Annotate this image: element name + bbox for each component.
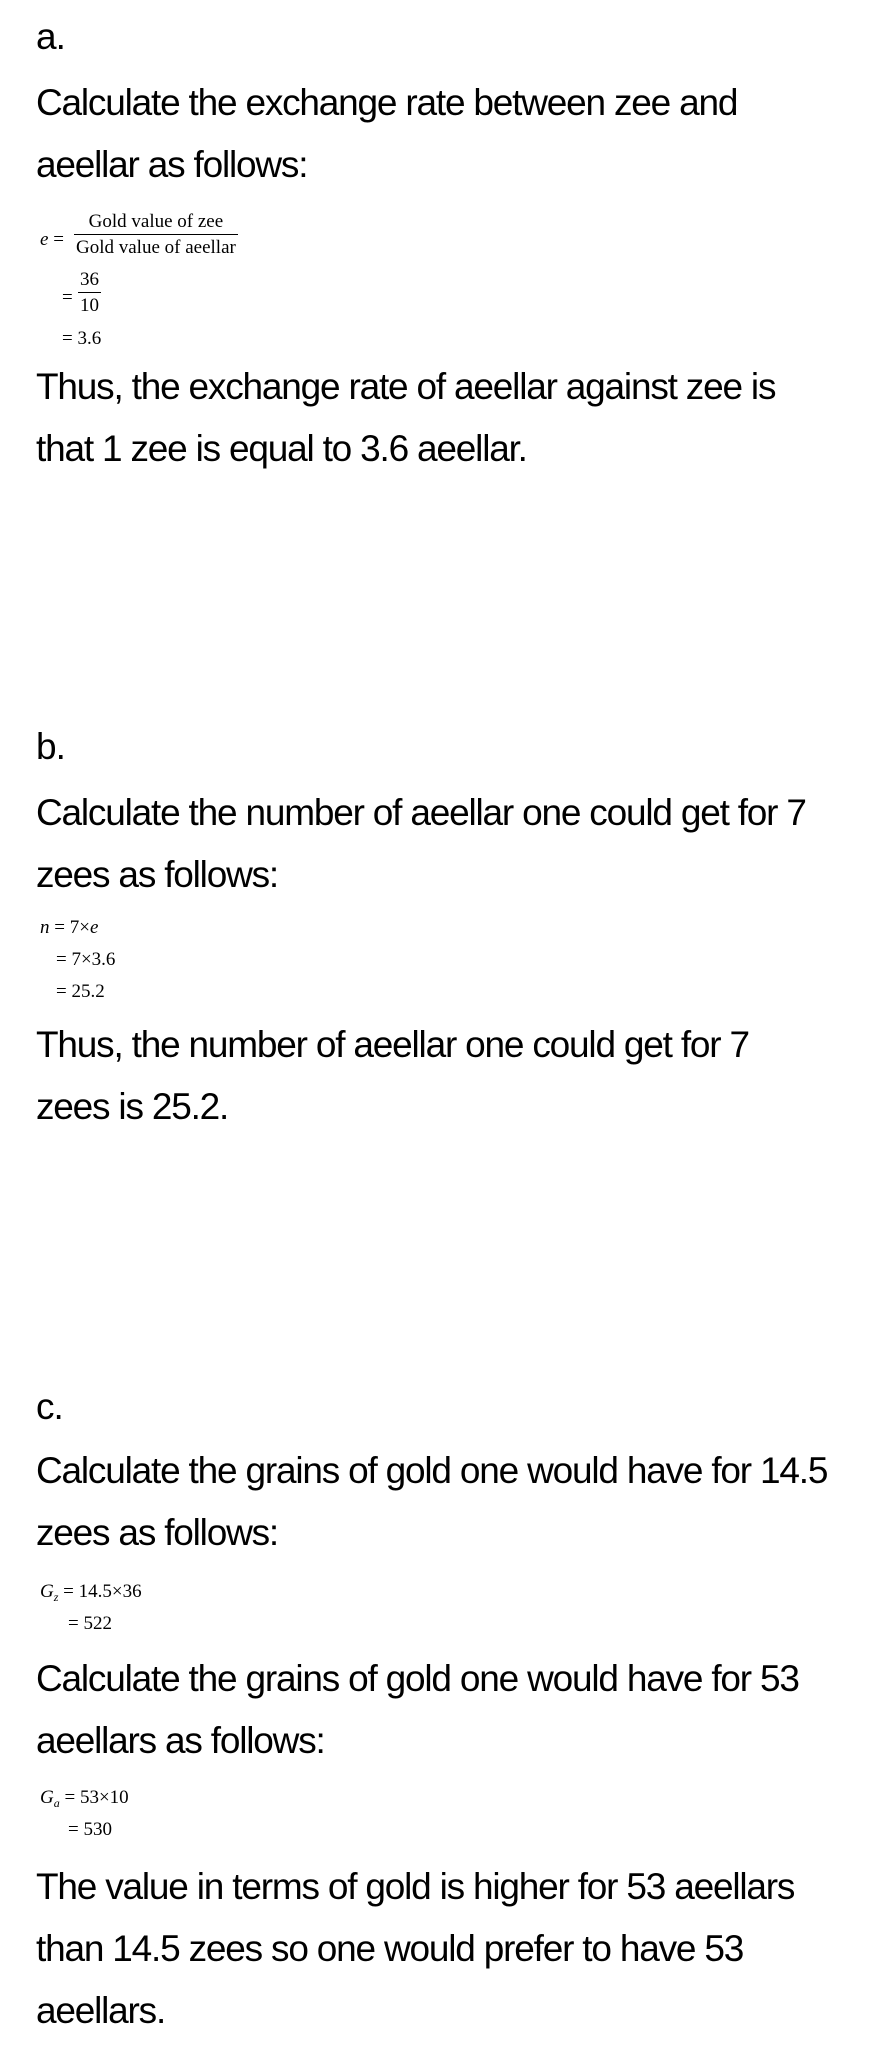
gold-ratio-fraction: [74, 212, 238, 257]
result-line: = 3.6: [62, 328, 102, 349]
equals-sign: =: [62, 287, 73, 308]
result-line: = 530: [68, 1819, 112, 1840]
fraction-numerator: Gold value of zee: [88, 211, 224, 232]
math-line: = 7×3.6: [56, 949, 116, 970]
variable-g: G: [40, 1581, 54, 1602]
part-a-intro: Calculate the exchange rate between zee and aeellar as follows:: [36, 82, 738, 185]
equals-sign: =: [53, 229, 64, 250]
expression: = 7×: [54, 917, 90, 938]
math-line: [40, 1582, 142, 1603]
fraction-numerator: 36: [80, 269, 99, 290]
result-line: = 25.2: [56, 981, 105, 1002]
subscript-z: z: [53, 1590, 59, 1604]
part-c-middle: Calculate the grains of gold one would have for 53 aeellars as follows:: [36, 1658, 799, 1761]
part-a-math: [40, 210, 360, 350]
result-line: = 522: [68, 1613, 112, 1634]
part-a-label: a.: [36, 16, 65, 57]
part-b-math: [40, 918, 240, 1010]
part-c-label: c.: [36, 1386, 63, 1427]
part-b-intro: Calculate the number of aeellar one could get for 7 zees as follows:: [36, 792, 806, 895]
part-b-conclusion: Thus, the number of aeellar one could get for 7 zees is 25.2.: [36, 1024, 749, 1127]
part-c-math-zee: [40, 1582, 240, 1642]
fraction-denominator: 10: [80, 295, 99, 316]
numeric-fraction: [78, 270, 101, 315]
variable-e: e: [40, 229, 49, 250]
variable-n: n: [40, 917, 50, 938]
part-c-conclusion: The value in terms of gold is higher for 53 aeellars than 14.5 zees so one would prefer to have 53 aeellars.: [36, 1866, 795, 2031]
expression: = 14.5×36: [63, 1581, 142, 1602]
fraction-denominator: Gold value of aeellar: [76, 237, 236, 258]
part-a-conclusion: Thus, the exchange rate of aeellar against zee is that 1 zee is equal to 3.6 aeellar.: [36, 366, 776, 469]
part-c-intro: Calculate the grains of gold one would have for 14.5 zees as follows:: [36, 1450, 828, 1553]
part-b-label: b.: [36, 726, 65, 767]
variable-e: e: [89, 917, 99, 938]
subscript-a: a: [53, 1796, 60, 1810]
variable-g: G: [40, 1787, 54, 1808]
math-line: [40, 918, 98, 937]
math-line: [40, 1788, 129, 1809]
expression: = 53×10: [64, 1787, 129, 1808]
part-c-math-aeellar: [40, 1788, 240, 1848]
